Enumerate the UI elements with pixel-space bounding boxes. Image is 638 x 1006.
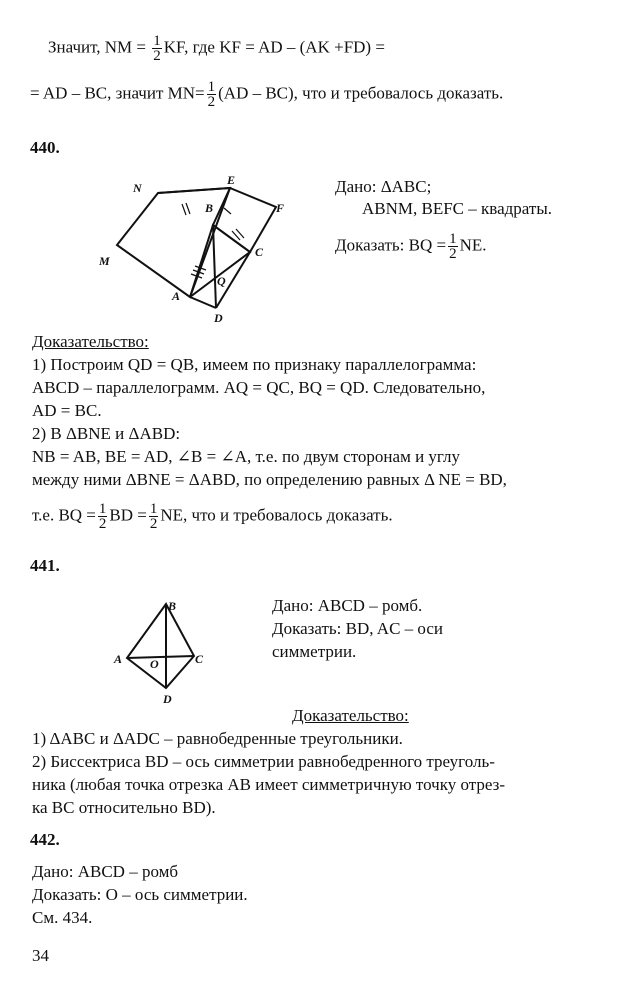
proof-line: AD = BC.	[32, 401, 102, 420]
text: = AD – BC, значит MN=	[30, 83, 205, 103]
proof-line: 2) В ΔBNE и ΔABD:	[32, 424, 181, 443]
proof-line: 1) Построим QD = QB, имеем по признаку параллелограмма:	[32, 355, 477, 374]
numerator: 1	[207, 79, 216, 95]
proof-title-440: Доказательство:	[32, 332, 149, 351]
reference-442: См. 434.	[32, 908, 93, 927]
denominator: 2	[153, 48, 161, 64]
denominator: 2	[207, 94, 216, 110]
fraction	[98, 502, 108, 531]
denominator: 2	[98, 516, 107, 532]
label-Q: Q	[217, 274, 226, 288]
proof-line: NB = AB, BE = AD, ∠B = ∠A, т.е. по двум сторонам и углу	[32, 447, 461, 466]
label-B: B	[168, 599, 177, 613]
text: (AD – BC), что и требовалось доказать.	[218, 83, 504, 103]
label-E: E	[227, 173, 236, 187]
fraction	[149, 502, 159, 531]
fraction	[448, 232, 458, 261]
text: BD =	[109, 505, 147, 525]
proof-line: между ними ΔBNE = ΔABD, по определению равных Δ NE = BD,	[32, 470, 507, 489]
proof-line: ка BC относительно BD).	[32, 798, 216, 817]
given-441: Дано: ABCD – ромб.	[272, 596, 423, 615]
label-M: M	[99, 254, 110, 268]
proof-title-441: Доказательство:	[292, 706, 409, 725]
prove-440	[335, 232, 487, 261]
text: NE.	[459, 235, 487, 255]
label-D: D	[163, 692, 172, 706]
label-B: B	[205, 201, 214, 215]
label-C: C	[195, 652, 204, 666]
given-442: Дано: ABCD – ромб	[32, 862, 179, 881]
numerator: 1	[449, 231, 457, 247]
label-A: A	[114, 652, 123, 666]
text: Доказать: BQ =	[335, 235, 447, 255]
given-440-squares: ABNM, BEFC – квадраты.	[362, 199, 552, 218]
page-number: 34	[32, 946, 49, 965]
numerator: 1	[149, 501, 158, 517]
label-N: N	[133, 181, 142, 195]
text: т.е. BQ =	[32, 505, 96, 525]
problem-number-440: 440.	[30, 138, 60, 157]
problem-number-442: 442.	[30, 830, 60, 849]
denominator: 2	[149, 516, 158, 532]
denominator: 2	[449, 246, 457, 262]
given-440: Дано: ΔABC;	[335, 177, 432, 196]
label-F: F	[276, 201, 285, 215]
proof-line: 2) Биссектриса BD – ось симметрии равнобедренного треуголь-	[32, 752, 495, 771]
prove-441: Доказать: BD, AC – оси	[272, 619, 443, 638]
numerator: 1	[153, 33, 161, 49]
label-C: C	[255, 245, 264, 259]
text: KF, где KF = AD – (AK +FD) =	[163, 37, 385, 57]
label-A: A	[172, 289, 181, 303]
proof-line	[32, 502, 393, 531]
label-D: D	[214, 311, 223, 325]
proof-line: ABCD – параллелограмм. AQ = QC, BQ = QD. Следовательно,	[32, 378, 486, 397]
prove-442: Доказать: O – ось симметрии.	[32, 885, 248, 904]
text: Значит, NM =	[48, 37, 147, 57]
problem-number-441: 441.	[30, 556, 60, 575]
label-O: O	[150, 657, 159, 671]
text: NE, что и требовалось доказать.	[160, 505, 393, 525]
proof-line: ника (любая точка отрезка AB имеет симметричную точку отрез-	[32, 775, 506, 794]
prove-441-cont: симметрии.	[272, 642, 357, 661]
proof-line: 1) ΔABC и ΔADC – равнобедренные треугольники.	[32, 729, 403, 748]
numerator: 1	[98, 501, 107, 517]
